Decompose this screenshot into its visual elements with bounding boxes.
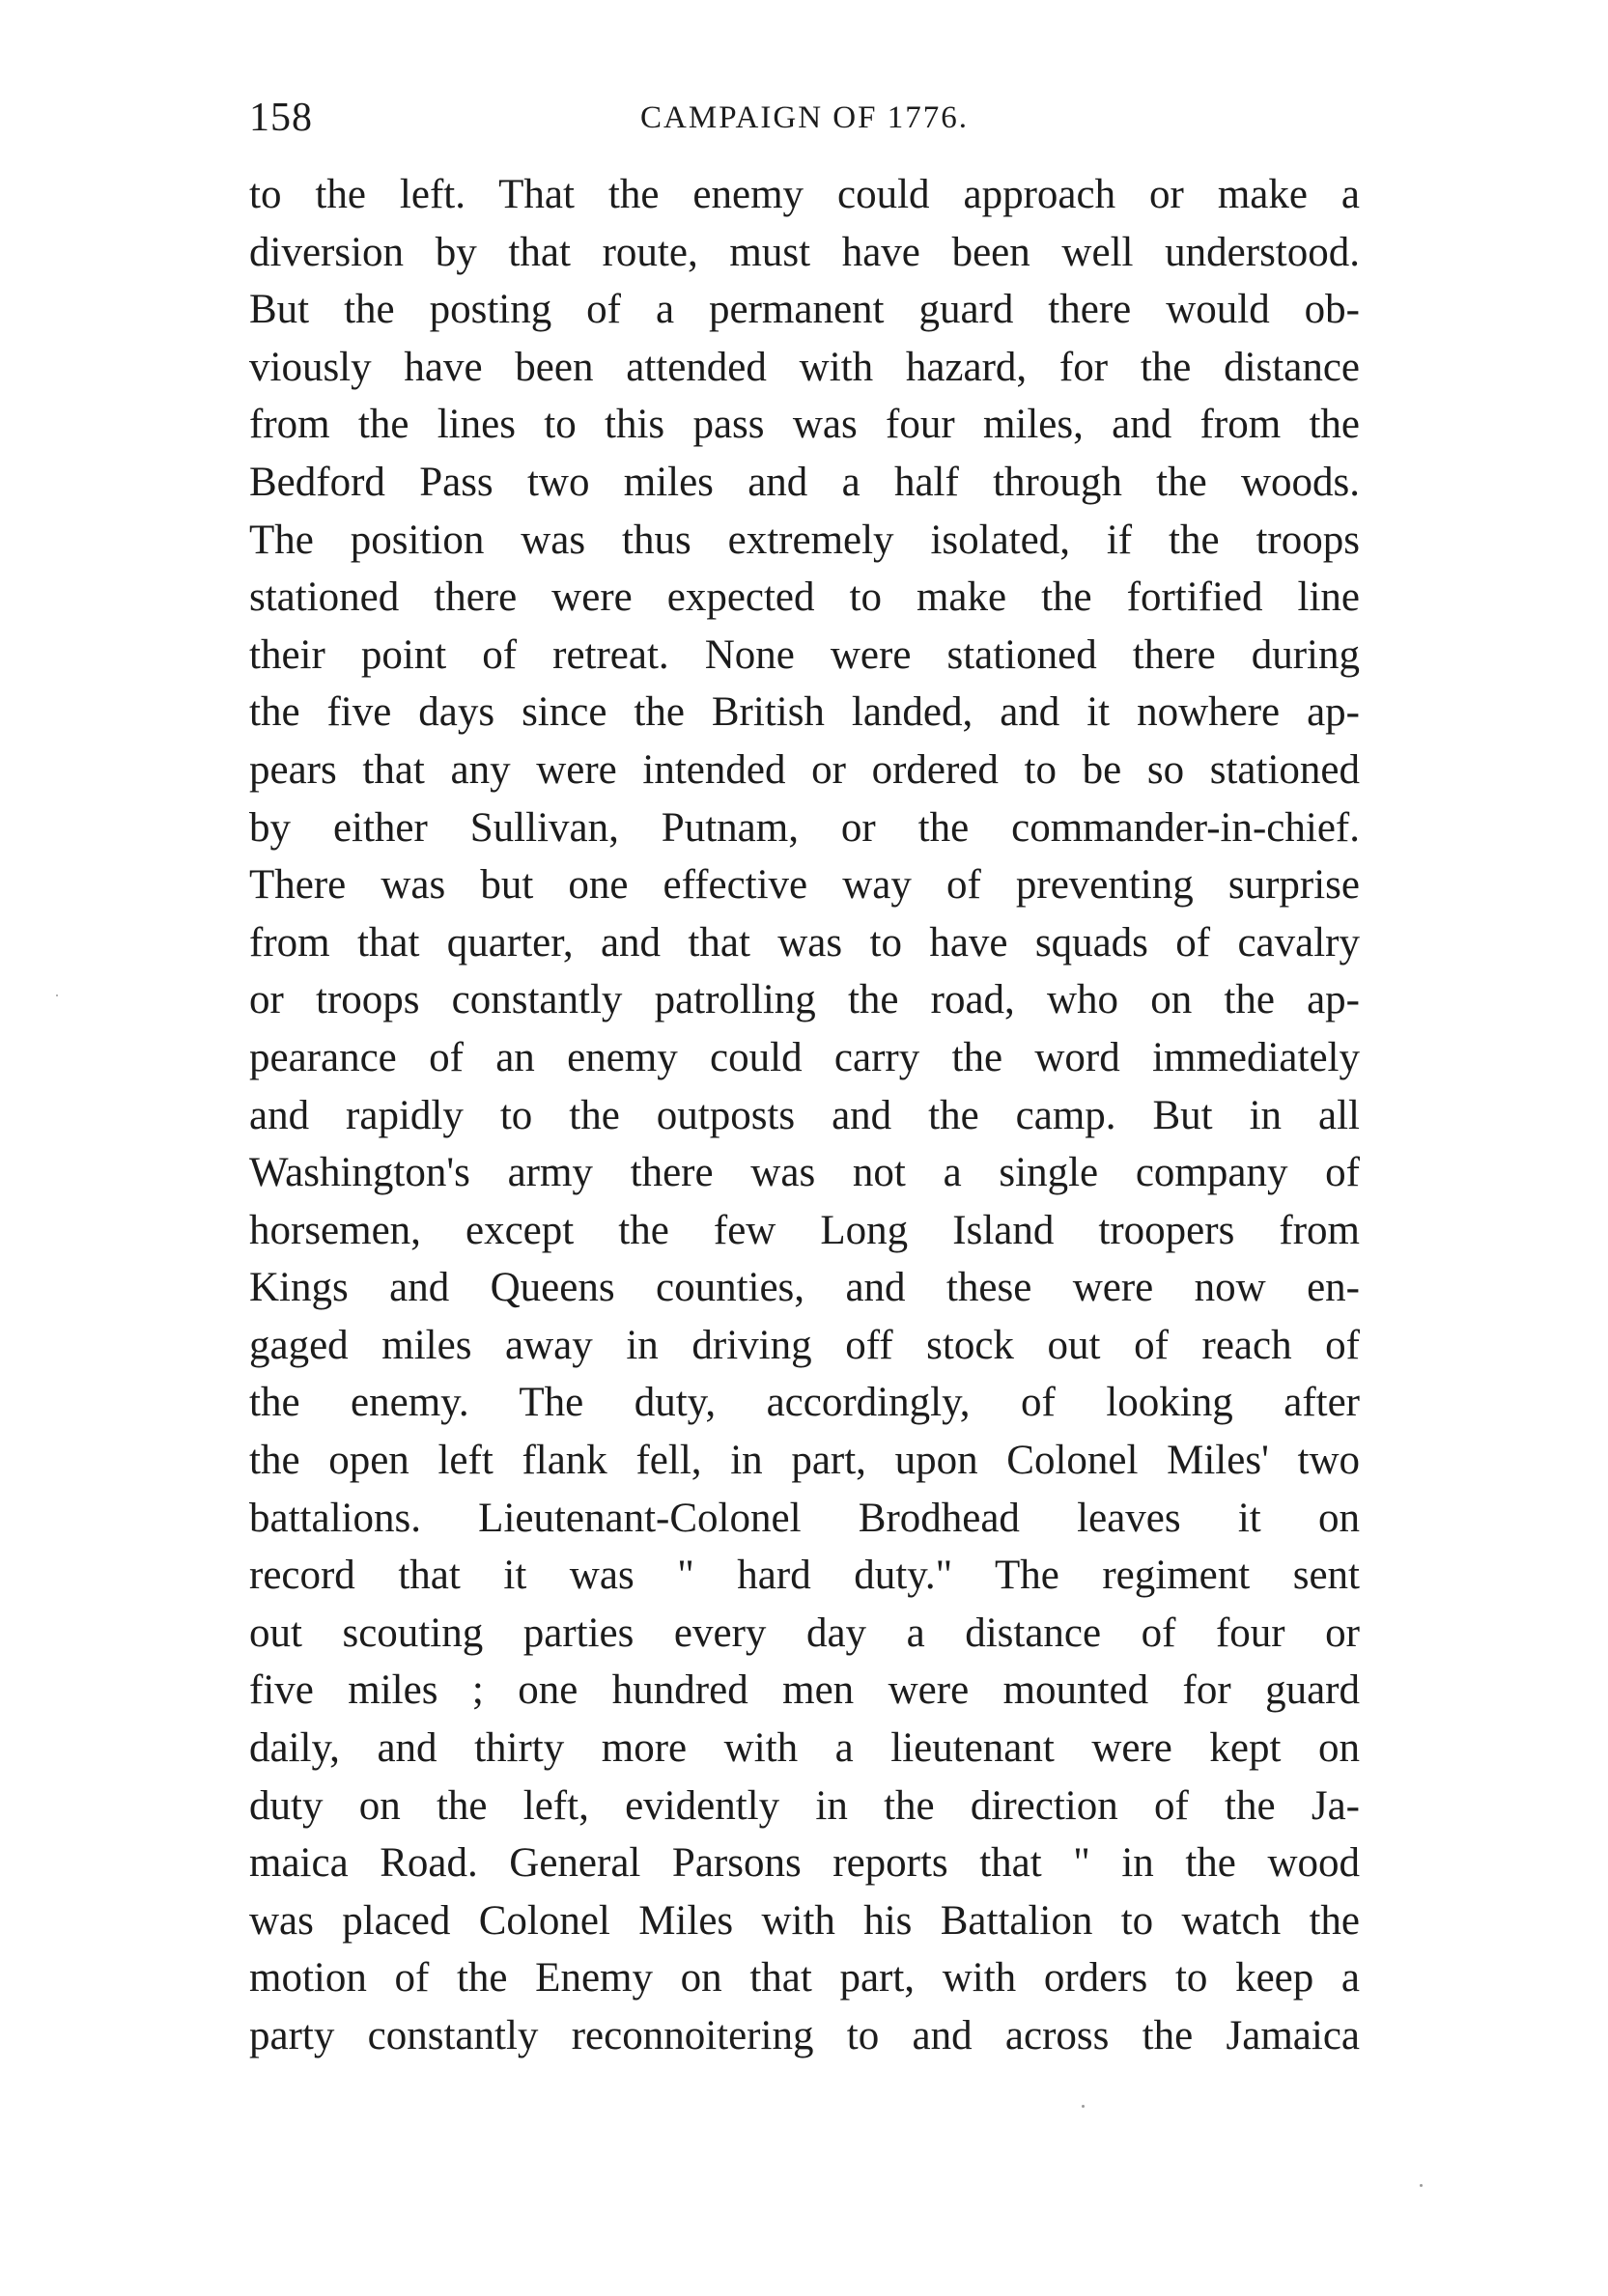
text-line: pears that any were intended or ordered to be so stationed	[249, 746, 1360, 793]
text-line: duty on the left, evidently in the direction of the Ja-	[249, 1782, 1360, 1829]
text-line: There was but one effective way of preventing surprise	[249, 862, 1360, 909]
text-line: motion of the Enemy on that part, with orders to keep a	[249, 1955, 1360, 2002]
text-line: The position was thus extremely isolated, if the troops	[249, 517, 1360, 563]
text-line: from the lines to this pass was four miles, and from the	[249, 402, 1360, 448]
text-line: battalions. Lieutenant-Colonel Brodhead leaves it on	[249, 1495, 1360, 1541]
paper-speck	[1082, 2105, 1085, 2108]
text-line: to the left. That the enemy could approach or make a	[249, 172, 1360, 217]
text-line: horsemen, except the few Long Island troopers from	[249, 1207, 1360, 1253]
text-line: Bedford Pass two miles and a half through the woods.	[249, 459, 1360, 505]
text-line: maica Road. General Parsons reports that " in the wood	[249, 1840, 1360, 1887]
text-line: their point of retreat. None were stationed there during	[249, 631, 1360, 678]
running-head	[249, 89, 1360, 147]
paper-speck	[56, 994, 58, 996]
text-line: Washington's army there was not a single company of	[249, 1150, 1360, 1196]
text-line: was placed Colonel Miles with his Battalion to watch the	[249, 1897, 1360, 1944]
text-line: five miles ; one hundred men were mounted for guard	[249, 1667, 1360, 1714]
text-line: and rapidly to the outposts and the camp. But in all	[249, 1092, 1360, 1138]
text-line: the enemy. The duty, accordingly, of looking after	[249, 1380, 1360, 1426]
text-line: diversion by that route, must have been well understood.	[249, 229, 1360, 275]
page-number: 158	[249, 96, 313, 140]
text-line: daily, and thirty more with a lieutenant were kept on	[249, 1725, 1360, 1772]
text-line: Kings and Queens counties, and these were now en-	[249, 1265, 1360, 1311]
paper-speck	[1420, 2184, 1423, 2187]
text-line: viously have been attended with hazard, for the distance	[249, 344, 1360, 390]
text-line: or troops constantly patrolling the road, who on the ap-	[249, 977, 1360, 1023]
text-line: the open left flank fell, in part, upon Colonel Miles' two	[249, 1438, 1360, 1484]
running-title: CAMPAIGN OF 1776.	[640, 100, 969, 135]
text-line: out scouting parties every day a distance of four or	[249, 1610, 1360, 1656]
body-text	[249, 166, 1360, 2065]
text-line: gaged miles away in driving off stock out of reach of	[249, 1322, 1360, 1368]
text-line: by either Sullivan, Putnam, or the commander-in-chief.	[249, 804, 1360, 851]
text-line: the five days since the British landed, and it nowhere ap-	[249, 689, 1360, 736]
text-line: party constantly reconnoitering to and across the Jamaica	[249, 2013, 1360, 2058]
text-line: record that it was " hard duty." The regiment sent	[249, 1553, 1360, 1599]
text-line: stationed there were expected to make the fortified line	[249, 574, 1360, 621]
text-line: from that quarter, and that was to have squads of cavalry	[249, 919, 1360, 966]
text-line: But the posting of a permanent guard there would ob-	[249, 287, 1360, 333]
text-line: pearance of an enemy could carry the word immediately	[249, 1034, 1360, 1080]
